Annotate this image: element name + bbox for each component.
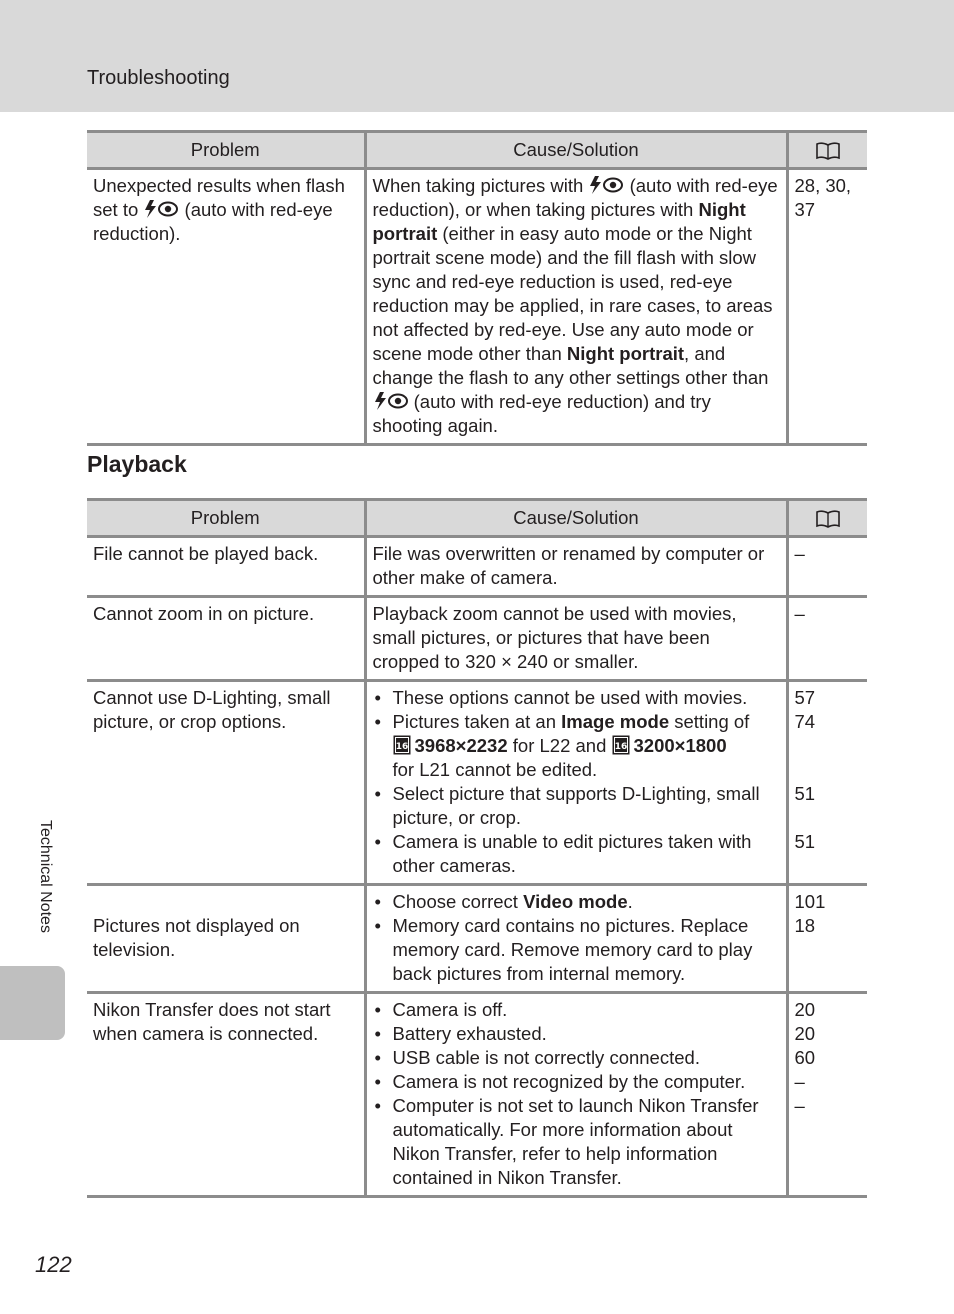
cause-cell [365, 885, 787, 993]
table-header-row [87, 132, 867, 169]
ref-value: 57 [794, 687, 816, 708]
flash-table [87, 130, 867, 446]
problem-header: Problem [87, 500, 365, 537]
ref-value: 20 [794, 1023, 816, 1044]
section-heading-playback: Playback [87, 451, 187, 477]
reference-header [787, 132, 867, 169]
reference-cell: – [787, 537, 867, 597]
flash-red-eye-icon [374, 391, 408, 411]
bullet-list [373, 998, 780, 1190]
page-header-title: Troubleshooting [87, 67, 230, 89]
list-item: • USB cable is not correctly connected. [373, 1046, 780, 1070]
image-size-169-icon [393, 735, 411, 755]
table-row [87, 681, 867, 885]
flash-red-eye-icon [589, 175, 623, 195]
cause-cell: File was overwritten or renamed by computer or other make of camera. [365, 537, 787, 597]
header-band [0, 0, 954, 112]
table-row [87, 169, 867, 445]
cause-cell [365, 993, 787, 1197]
table-row [87, 537, 867, 597]
flash-red-eye-icon [144, 199, 178, 219]
ref-value: 101 [794, 891, 826, 912]
table-row [87, 993, 867, 1197]
bullet-list [373, 890, 780, 986]
cause-cell: When taking pictures with (auto with red-eye reduction), or when taking pictures with Night portrait (either in easy auto mode or the Night portrait scene mode) and the fill flash with slow sync and red-eye reduction is used, red-eye reduction may be applied, in rare cases, to areas not affected by red-eye. Use any auto mode or scene mode other than Night portrait, and change the flash to any other settings other than (auto with red-eye reduction) and try shooting again. [365, 169, 787, 445]
reference-cell [787, 681, 867, 885]
svg-text:16: 16 [395, 742, 408, 752]
list-item: • Camera is off. [373, 998, 780, 1022]
cause-cell [365, 681, 787, 885]
ref-value: 51 [794, 831, 816, 852]
image-size-169-icon [612, 735, 630, 755]
reference-cell [787, 993, 867, 1197]
svg-text:16: 16 [614, 742, 627, 752]
problem-cell: Unexpected results when flash set to (auto with red-eye reduction). [87, 169, 365, 445]
list-item: • Camera is not recognized by the computer. [373, 1070, 780, 1094]
table-row [87, 597, 867, 681]
list-item: • Camera is unable to edit pictures taken with other cameras. [373, 830, 780, 878]
problem-cell: Nikon Transfer does not start when camera is connected. [87, 993, 365, 1197]
ref-value: 20 [794, 999, 816, 1020]
ref-value: 74 [794, 711, 816, 732]
problem-cell: File cannot be played back. [87, 537, 365, 597]
book-reference-icon [815, 509, 841, 529]
ref-value: 51 [794, 783, 816, 804]
reference-cell: – [787, 597, 867, 681]
list-item: • These options cannot be used with movies. [373, 686, 780, 710]
problem-cell: Cannot zoom in on picture. [87, 597, 365, 681]
table-header-row [87, 500, 867, 537]
bullet-list [373, 686, 780, 878]
reference-cell: 28, 30, 37 [787, 169, 867, 445]
ref-value: – [794, 1095, 805, 1116]
cause-header: Cause/Solution [365, 500, 787, 537]
ref-value: – [794, 1071, 805, 1092]
problem-cell: Pictures not displayed on television. [87, 885, 365, 993]
list-item: • Choose correct Video mode. [373, 890, 780, 914]
table-row [87, 885, 867, 993]
problem-cell: Cannot use D-Lighting, small picture, or crop options. [87, 681, 365, 885]
ref-value: 18 [794, 915, 816, 936]
list-item: • Computer is not set to launch Nikon Transfer automatically. For more information about Nikon Transfer, refer to help information contained in Nikon Transfer. [373, 1094, 780, 1190]
reference-header [787, 500, 867, 537]
page-number: 122 [35, 1252, 72, 1277]
playback-table [87, 498, 867, 1198]
problem-header: Problem [87, 132, 365, 169]
book-reference-icon [815, 141, 841, 161]
list-item: • Select picture that supports D-Lighting, small picture, or crop. [373, 782, 780, 830]
cause-cell: Playback zoom cannot be used with movies, small pictures, or pictures that have been cropped to 320 × 240 or smaller. [365, 597, 787, 681]
ref-value: 60 [794, 1047, 816, 1068]
reference-cell [787, 885, 867, 993]
list-item: • Battery exhausted. [373, 1022, 780, 1046]
list-item: • Memory card contains no pictures. Replace memory card. Remove memory card to play back pictures from internal memory. [373, 914, 780, 986]
cause-header: Cause/Solution [365, 132, 787, 169]
list-item: • Pictures taken at an Image mode setting of 16 3968×2232 for L22 and 16 3200×1800 for L21 cannot be edited. [373, 710, 780, 782]
side-section-label: Technical Notes [37, 820, 54, 933]
side-section-tab [0, 966, 65, 1040]
